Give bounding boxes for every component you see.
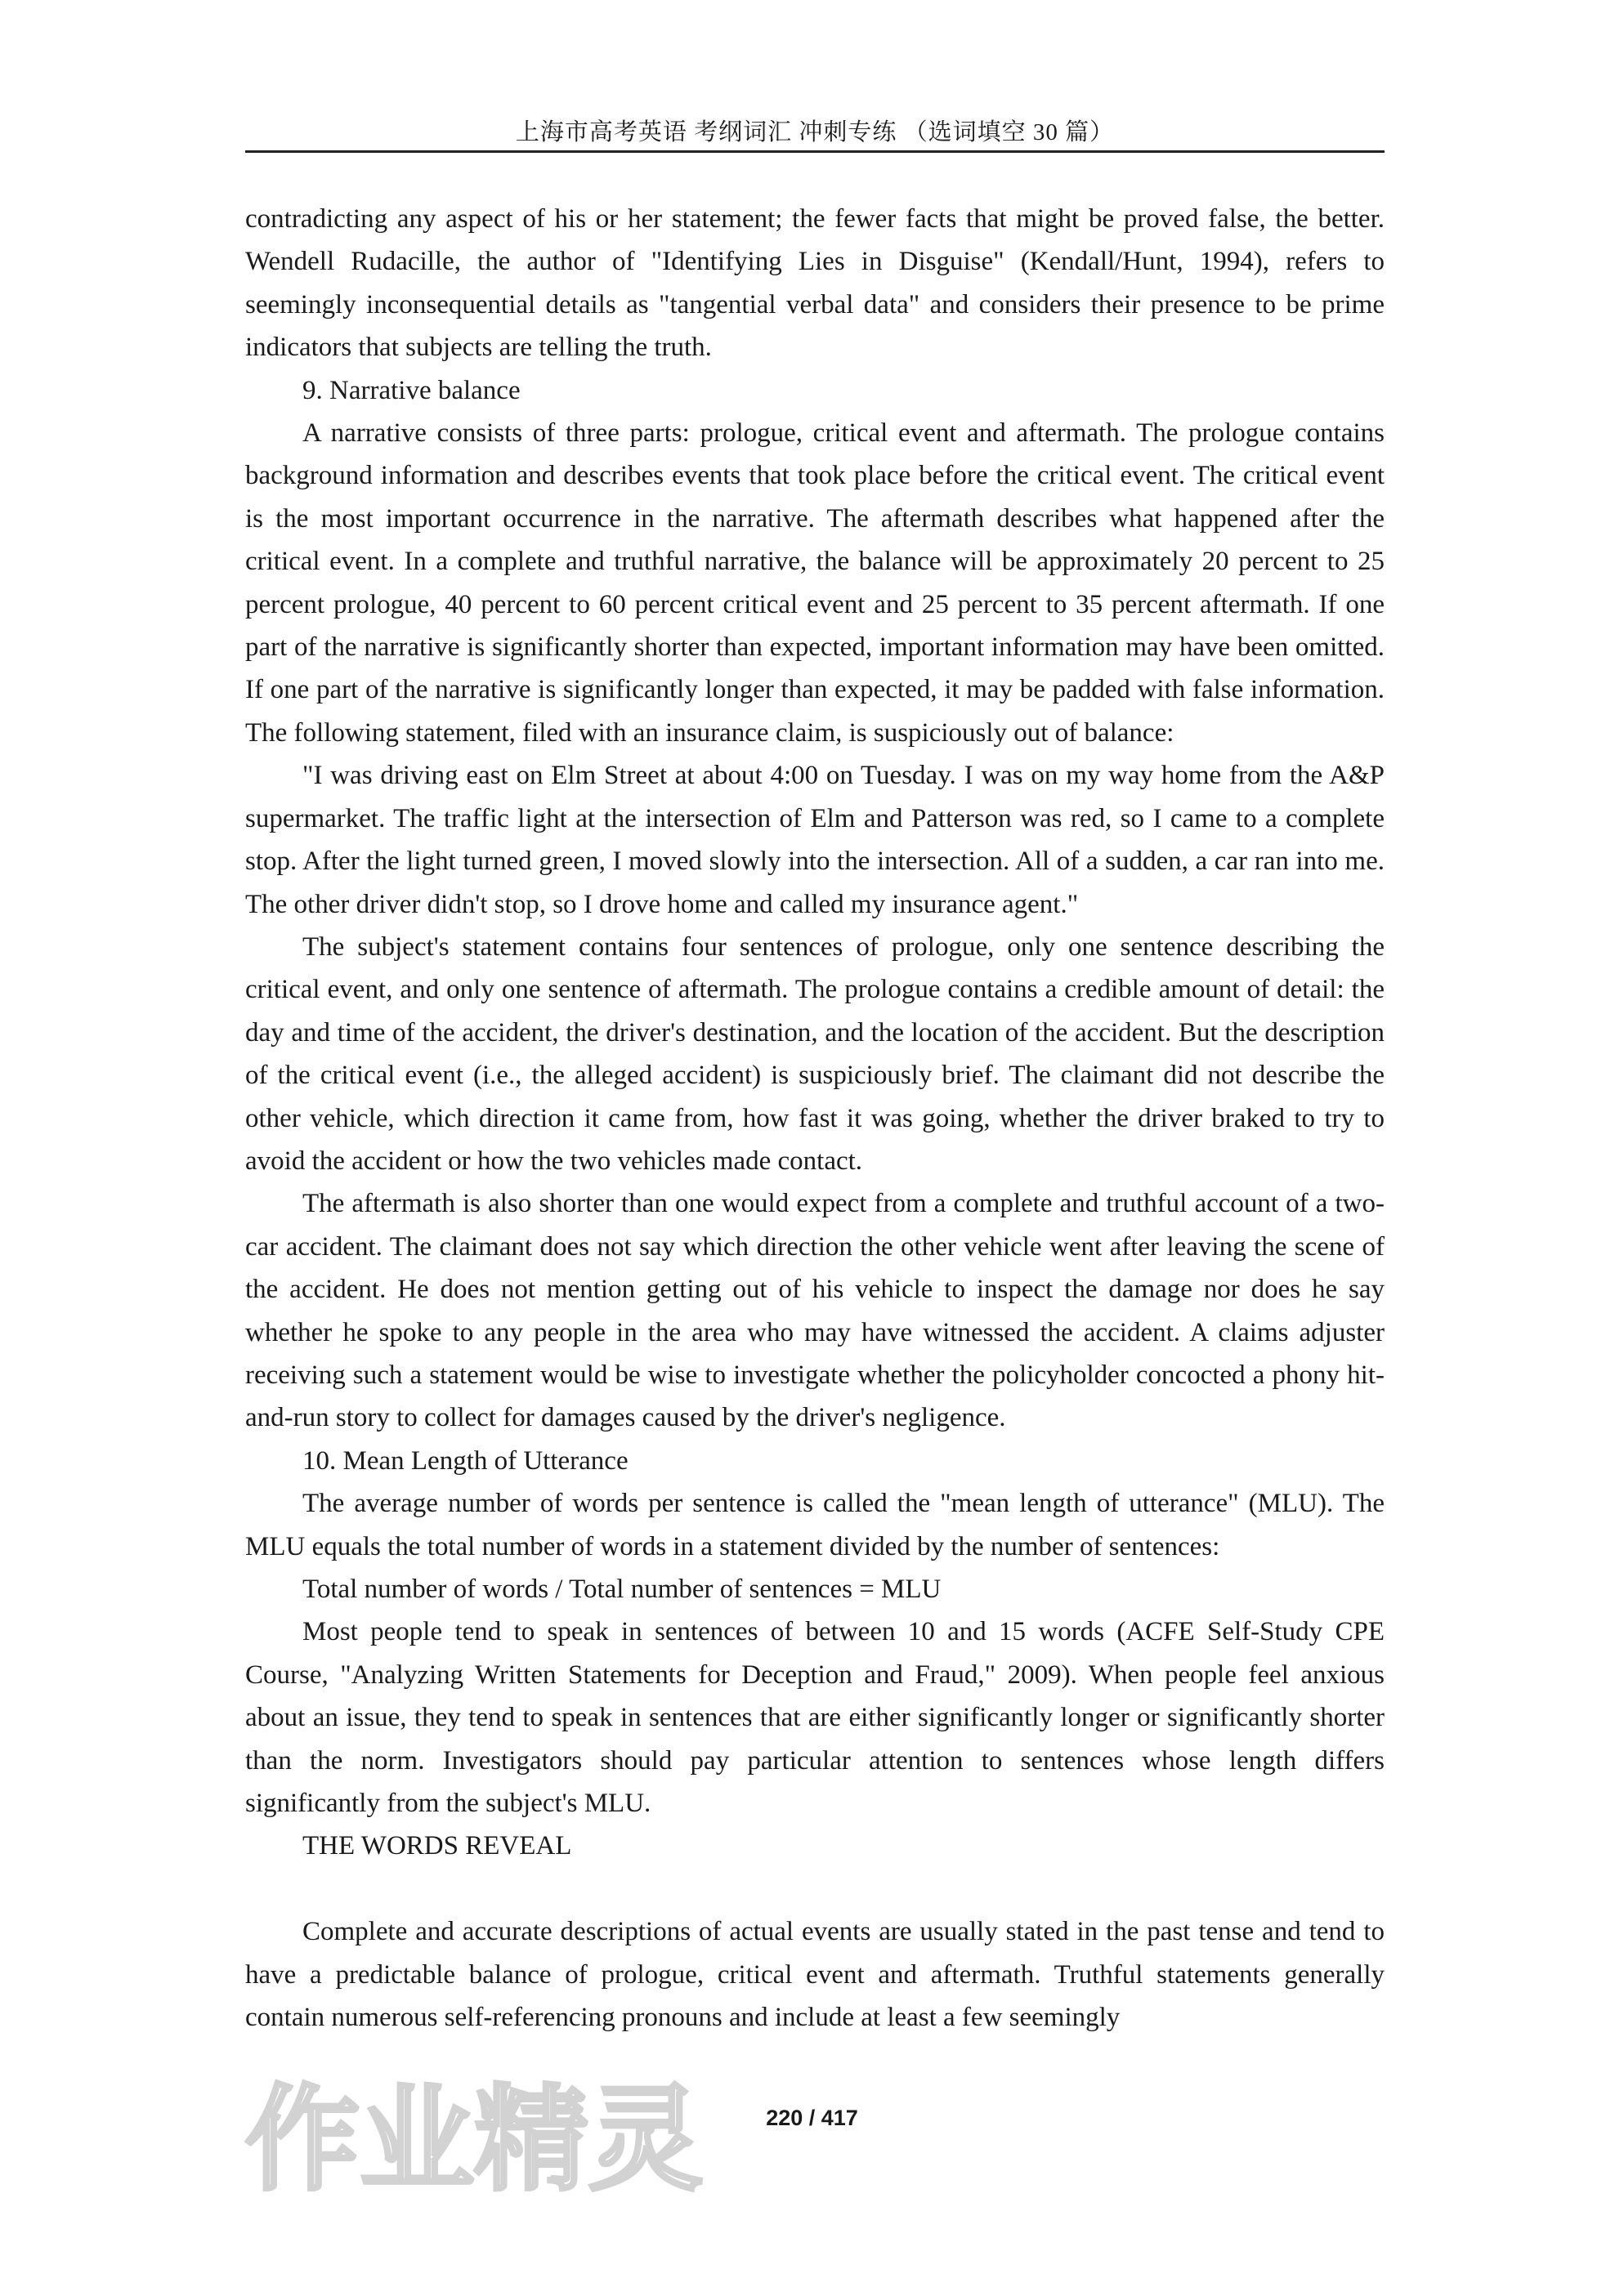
- paragraph-sentence-length: Most people tend to speak in sentences of between 10 and 15 words (ACFE Self-Study CPE Course, "Analyzing Written Statements for Deception and Fraud," 2009). When people feel anxious about an issue, they tend to speak in sentences that are either significantly longer or significantly shorter than the norm. Investigators should pay particular attention to sentences whose length differs significantly from the subject's MLU.: [245, 1617, 1385, 1819]
- watermark-logo: 作业精灵: [245, 2074, 704, 2207]
- paragraph-continuation: contradicting any aspect of his or her statement; the fewer facts that might be proved false, the better. Wendell Rudacille, the author of "Identifying Lies in Disguise" (Kendall/Hunt, 1994), refers to seemingly inconsequential details as "tangential verbal data" and considers their presence to be prime indicators that subjects are telling the truth.: [245, 204, 1385, 363]
- page-number: 220 / 417: [766, 2106, 858, 2130]
- paragraph-conclusion: Complete and accurate descriptions of actual events are usually stated in the past tense and tend to have a predictable balance of prologue, critical event and aftermath. Truthful statements generally contain numerous self-referencing pronouns and include at least a few seemingly: [245, 1917, 1385, 2033]
- running-header: 上海市高考英语 考纲词汇 冲刺专练 （选词填空 30 篇）: [515, 119, 1115, 145]
- section-heading-mlu: 10. Mean Length of Utterance: [302, 1445, 629, 1476]
- paragraph-aftermath: The aftermath is also shorter than one would expect from a complete and truthful account of a two-car accident. The claimant does not say which direction the other vehicle went after leaving the scene of the accident. He does not mention getting out of his vehicle to inspect the damage nor does he say whether he spoke to any people in the area who may have witnessed the accident. A claims adjuster receiving such a statement would be wise to investigate whether the policyholder concocted a phony hit-and-run story to collect for damages caused by the driver's negligence.: [245, 1189, 1385, 1433]
- paragraph-statement-analysis: The subject's statement contains four sentences of prologue, only one sentence describing the critical event, and only one sentence of aftermath. The prologue contains a credible amount of detail: the day and time of the accident, the driver's destination, and the location of the accident. But the description of the critical event (i.e., the alleged accident) is suspiciously brief. The claimant did not describe the other vehicle, which direction it came from, how fast it was going, whether the driver braked to try to avoid the accident or how the two vehicles made contact.: [245, 931, 1385, 1176]
- section-heading-narrative-balance: 9. Narrative balance: [302, 375, 521, 405]
- section-heading-words-reveal: THE WORDS REVEAL: [302, 1831, 572, 1861]
- watermark-logo-mid: [245, 1512, 703, 1651]
- paragraph-narrative-parts: A narrative consists of three parts: prologue, critical event and aftermath. The prologue contains background information and describes events that took place before the critical event. The critical event is the most important occurrence in the narrative. The aftermath describes what happened after the critical event. In a complete and truthful narrative, the balance will be approximately 20 percent to 25 percent prologue, 40 percent to 60 percent critical event and 25 percent to 35 percent aftermath. If one part of the narrative is significantly shorter than expected, important information may have been omitted. If one part of the narrative is significantly longer than expected, it may be padded with false information. The following statement, filed with an insurance claim, is suspiciously out of balance:: [245, 418, 1385, 748]
- paragraph-mlu-definition: The average number of words per sentence is called the "mean length of utterance" (MLU). The MLU equals the total number of words in a statement divided by the number of sentences:: [245, 1489, 1385, 1561]
- paragraph-quoted-statement: "I was driving east on Elm Street at about 4:00 on Tuesday. I was on my way home from the A&P supermarket. The traffic light at the intersection of Elm and Patterson was red, so I came to a complete stop. After the light turned green, I moved slowly into the intersection. All of a sudden, a car ran into me. The other driver didn't stop, so I drove home and called my insurance agent.": [245, 761, 1385, 919]
- header-divider: [245, 150, 1385, 153]
- document-body: [245, 198, 1385, 2039]
- paragraph-mlu-formula: Total number of words / Total number of sentences = MLU: [302, 1575, 942, 1604]
